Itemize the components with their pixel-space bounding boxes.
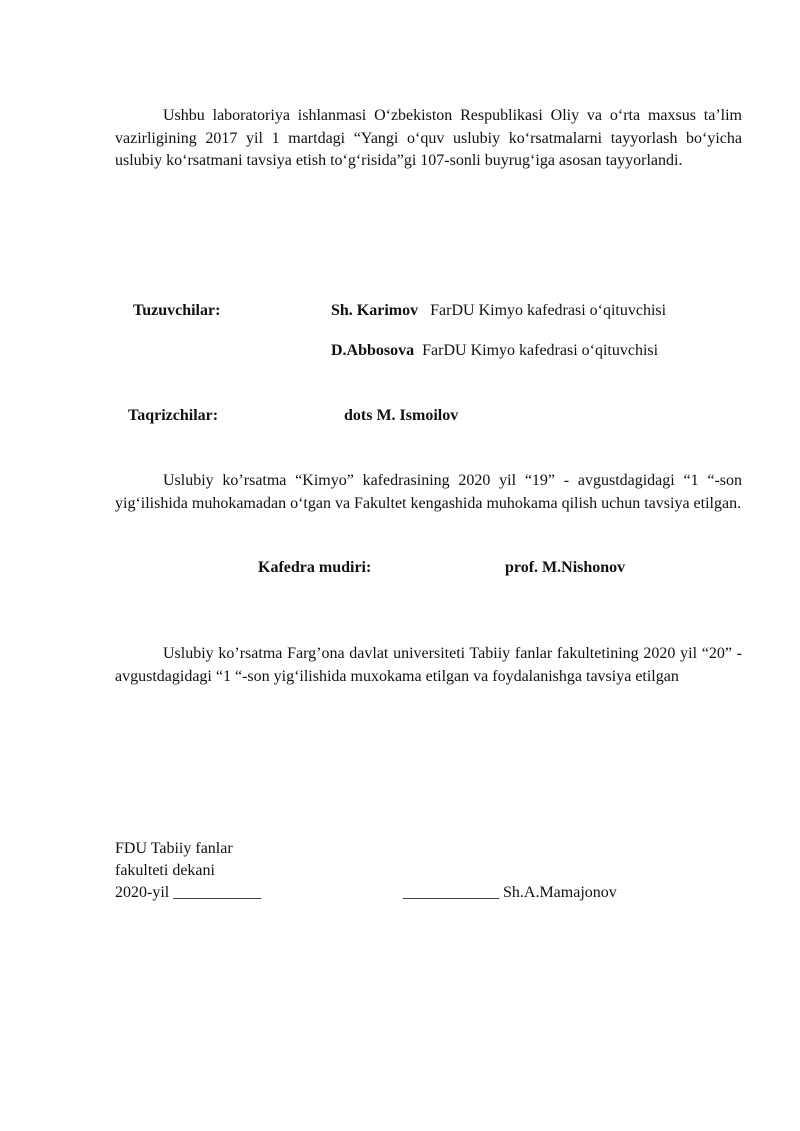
head-of-department-name: prof. M.Nishonov: [505, 559, 626, 576]
head-of-department-label: Kafedra mudiri:: [258, 559, 372, 576]
department-approval-paragraph: Uslubiy ko’rsatma “Kimyo” kafedrasining 2020 yil “19” - avgustdagidagi “1 “-son yig‘ilishida muhokamadan o‘tgan va Fakultet kengashida muhokama qilish uchun tavsiya etilgan.: [115, 472, 742, 512]
dean-year-line: 2020-yil ___________: [115, 884, 262, 901]
authors-label: Tuzuvchilar:: [133, 302, 221, 319]
author-entry: [331, 300, 666, 323]
author-position: FarDU Kimyo kafedrasi o‘qituvchisi: [430, 302, 667, 319]
faculty-approval-paragraph: Uslubiy ko’rsatma Farg’ona davlat universiteti Tabiiy fanlar fakultetining 2020 yil “20” - avgustdagidagi “1 “-son yig‘ilishida muxokama etilgan va foydalanishga tavsiya etilgan: [115, 645, 742, 685]
dean-title-line-1: FDU Tabiiy fanlar: [115, 840, 233, 857]
author-name: Sh. Karimov: [331, 302, 419, 319]
author-position: FarDU Kimyo kafedrasi o‘qituvchisi: [422, 342, 659, 359]
intro-paragraph: Ushbu laboratoriya ishlanmasi O‘zbekiston Respublikasi Oliy va o‘rta maxsus ta’lim vazirligining 2017 yil 1 martdagi “Yangi o‘quv uslubiy ko‘rsatmalarni tayyorlash bo‘yicha uslubiy ko‘rsatmani tavsiya etish to‘g‘risida”gi 107-sonli buyrug‘iga asosan tayyorlandi.: [115, 107, 742, 169]
author-entry: [331, 340, 658, 363]
dean-title-line-2: fakulteti dekani: [115, 862, 215, 879]
author-name: D.Abbosova: [331, 342, 415, 359]
reviewer-name: dots M. Ismoilov: [344, 407, 459, 424]
dean-signature-line: ____________ Sh.A.Mamajonov: [403, 884, 617, 901]
reviewers-label: Taqrizchilar:: [128, 407, 219, 424]
